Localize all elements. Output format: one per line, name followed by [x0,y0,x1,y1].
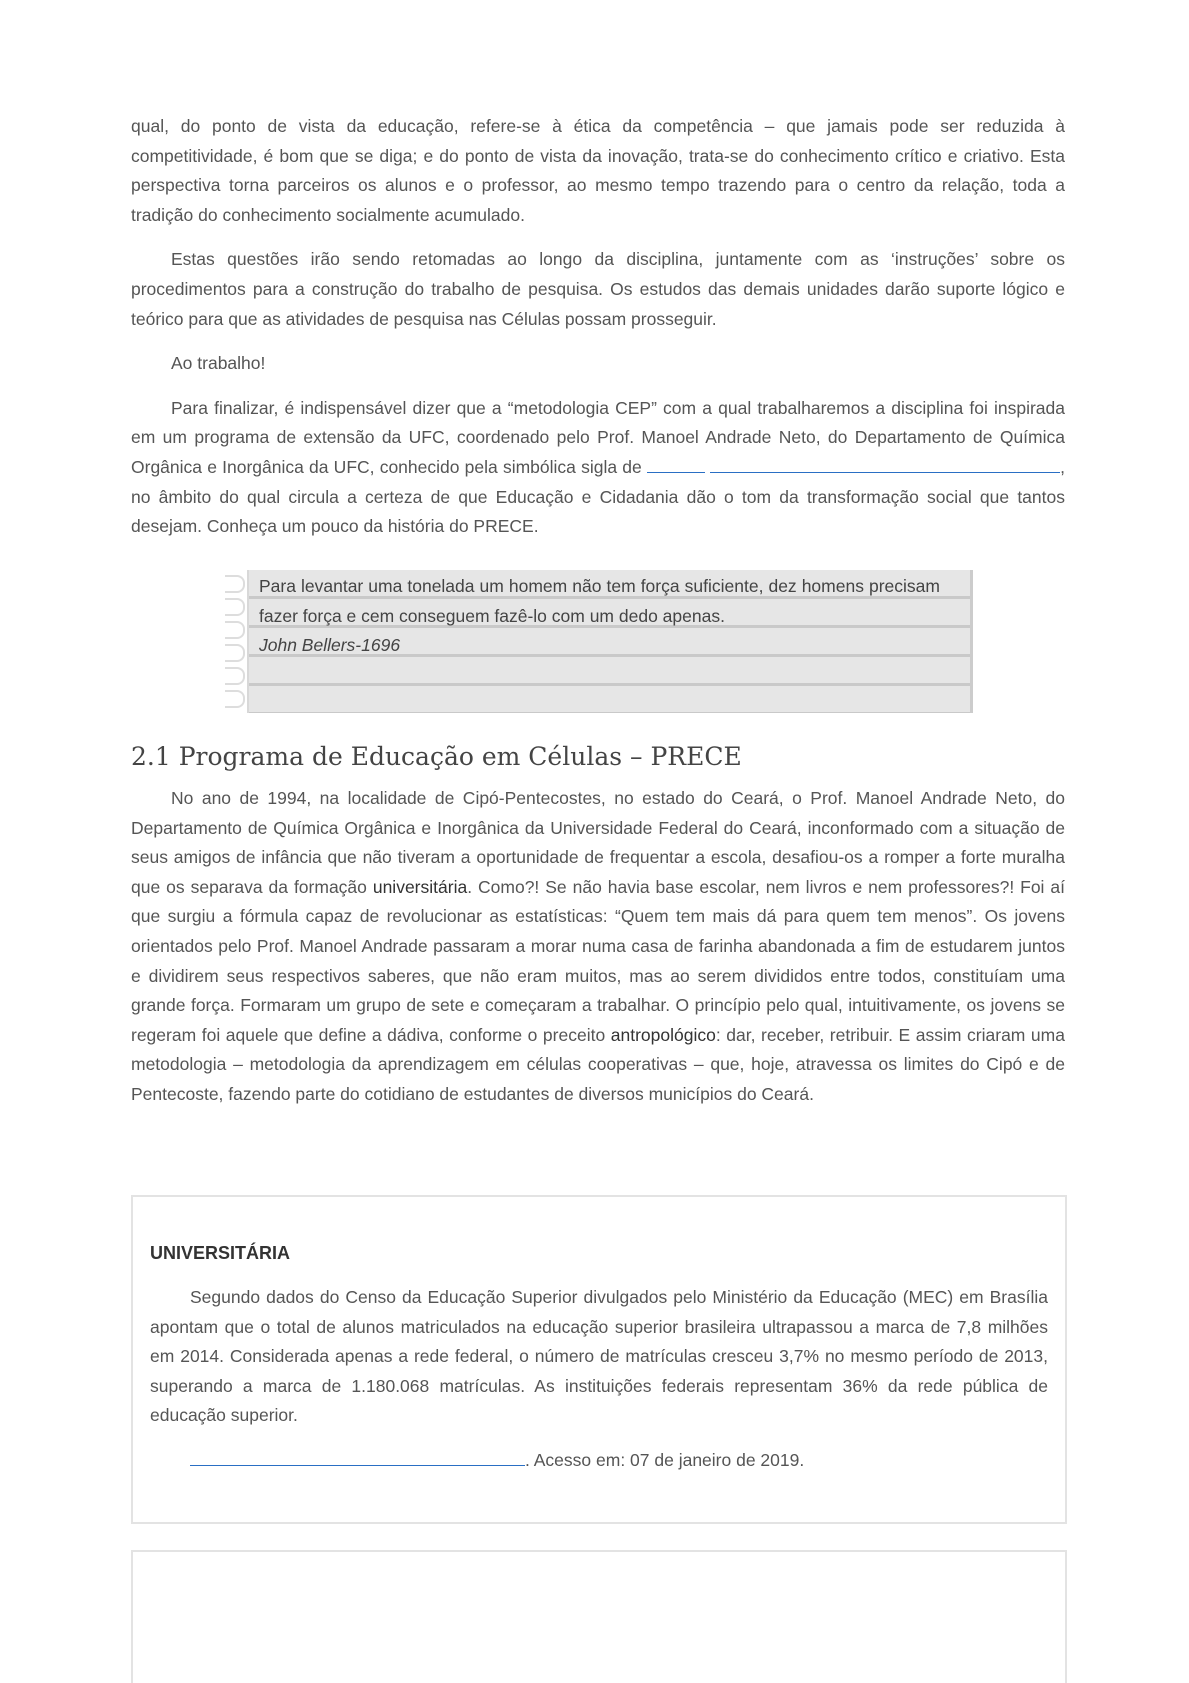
paragraph [131,394,1065,542]
quote-box [225,570,973,713]
quote-author: John Bellers-1696 [259,635,401,655]
intro-text [131,112,1065,542]
glossary-term-link[interactable]: antropológico [610,1024,716,1045]
blank-link[interactable] [710,454,1060,473]
glossary-title: UNIVERSITÁRIA [150,1243,291,1263]
next-box [131,1550,1067,1683]
paragraph-text: , no âmbito do qual circula a certeza de que Educação e Cidadania dão o tom da transformação social que tantos desejam. Conheça um pouco da história do PRECE. [131,456,1065,537]
section-heading: 2.1 Programa de Educação em Células – PRECE [131,742,742,771]
paragraph-text: . Como?! Se não havia base escolar, nem livros e nem professores?! Foi aí que surgiu a fórmula capaz de revolucionar as estatísticas: “Quem tem mais dá para quem tem menos”. Os jovens orientados pelo Prof. Manoel Andrade passaram a morar numa casa de farinha abandonada a fim de estudarem juntos e dividirem seus respectivos saberes, que não eram muitos, mas ao serem divididos entre todos, constituíam uma grande força. Formaram um grupo de sete e começaram a trabalhar. O princípio pelo qual, intuitivamente, os jovens se regeram foi aquele que define a dádiva, conforme o preceito [131,876,1065,1045]
section-text [131,784,1065,1110]
paragraph [131,784,1065,1110]
glossary-source [150,1446,1048,1476]
quote-text: Para levantar uma tonelada um homem não tem força suficiente, dez homens precisam fazer força e cem conseguem fazê-lo com um dedo apenas. [259,576,940,626]
glossary-box [131,1195,1067,1524]
paragraph: Estas questões irão sendo retomadas ao longo da disciplina, juntamente com as ‘instruções’ sobre os procedimentos para a construção do trabalho de pesquisa. Os estudos das demais unidades darão suporte lógico e teórico para que as atividades de pesquisa nas Células possam prosseguir. [131,249,1065,329]
blank-link[interactable] [647,454,705,473]
paragraph-text: No ano de 1994, na localidade de Cipó-Pentecostes, no estado do Ceará, o Prof. Manoel Andrade Neto, do Departamento de Química Orgânica e Inorgânica da Universidade Federal do Ceará, inconformado com a situação de seus amigos de infância que não tiveram a oportunidade de frequentar a escola, desafiou-os a romper a forte muralha que os separava da formação [131,788,1065,897]
paragraph-text: Para finalizar, é indispensável dizer que a “metodologia CEP” com a qual trabalharemos a disciplina foi inspirada em um programa de extensão da UFC, coordenado pelo Prof. Manoel Andrade Neto, do Departamento de Química Orgânica e Inorgânica da UFC, conhecido pela simbólica sigla de [131,397,1065,477]
access-date: . Acesso em: 07 de janeiro de 2019. [525,1449,805,1470]
source-link[interactable] [190,1447,525,1466]
paragraph: Ao trabalho! [171,353,266,374]
glossary-term-link[interactable]: universitária [372,876,468,897]
notebook-rings [225,570,249,713]
paragraph-text: : dar, receber, retribuir. E assim criaram uma metodologia – metodologia da aprendizagem em células cooperativas – que, hoje, atravessa os limites do Cipó e de Pentecoste, fazendo parte do cotidiano de estudantes de diversos municípios do Ceará. [131,1024,1065,1104]
paragraph: qual, do ponto de vista da educação, refere-se à ética da competência – que jamais pode ser reduzida à competitividade, é bom que se diga; e do ponto de vista da inovação, trata-se do conhecimento crítico e criativo. Esta perspectiva torna parceiros os alunos e o professor, ao mesmo tempo trazendo para o centro da relação, toda a tradição do conhecimento socialmente acumulado. [131,116,1065,225]
glossary-text: Segundo dados do Censo da Educação Superior divulgados pelo Ministério da Educação (MEC) em Brasília apontam que o total de alunos matriculados na educação superior brasileira ultrapassou a marca de 7,8 milhões em 2014. Considerada apenas a rede federal, o número de matrículas cresceu 3,7% no mesmo período de 2013, superando a marca de 1.180.068 matrículas. As instituições federais representam 36% da rede pública de educação superior. [150,1287,1048,1426]
